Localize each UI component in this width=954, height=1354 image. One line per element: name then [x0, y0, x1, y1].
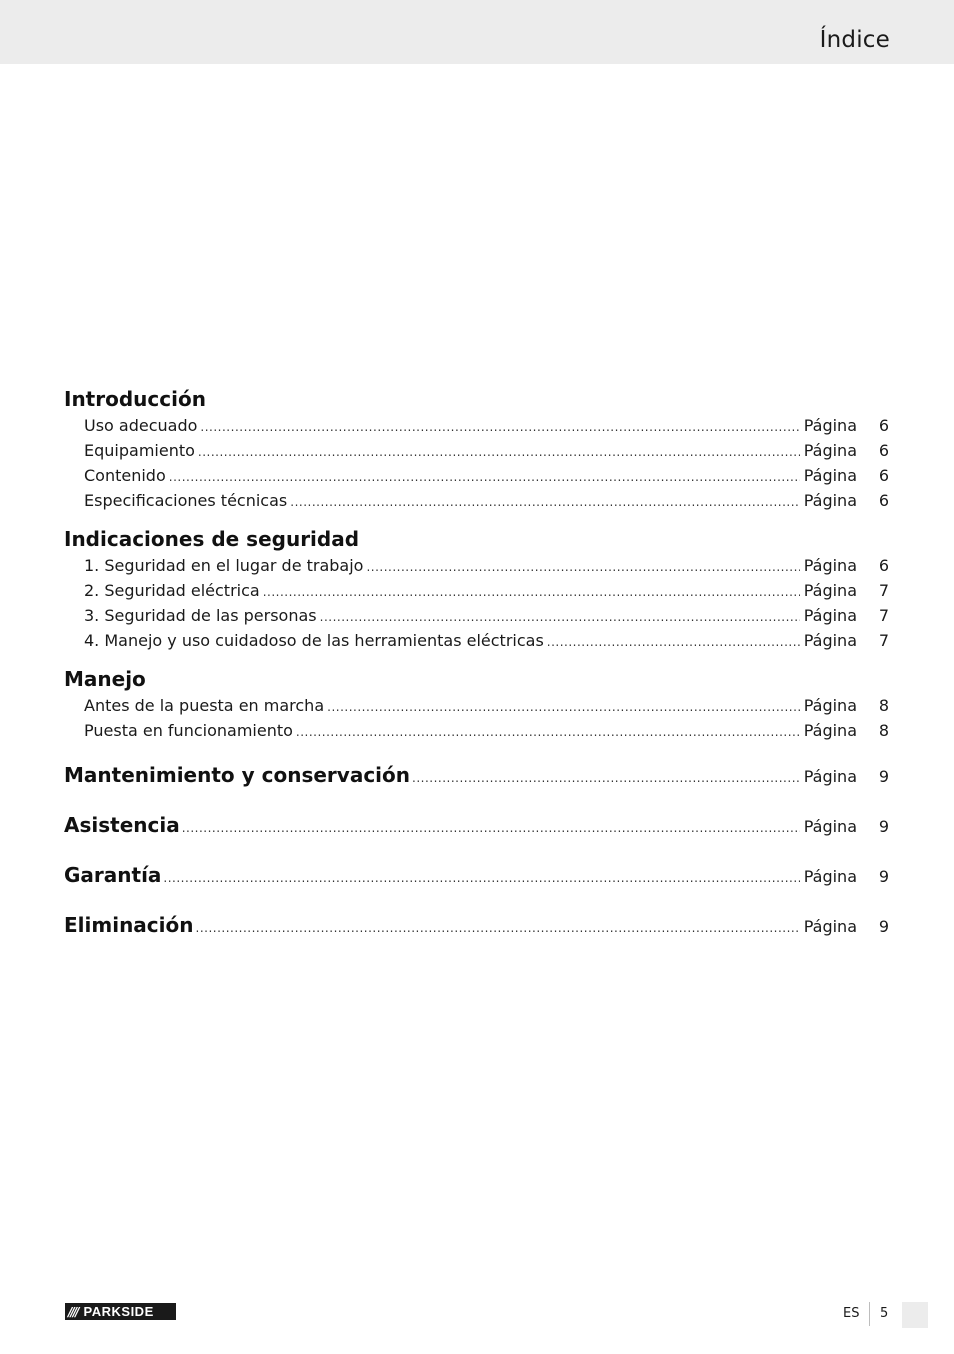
toc-section-introduccion [64, 385, 889, 513]
main-entry-label: Garantía [64, 863, 162, 887]
page-number: 8 [878, 696, 889, 715]
page-number: 6 [878, 416, 889, 435]
entry-label: Puesta en funcionamiento [84, 721, 293, 740]
main-entry-label: Asistencia [64, 813, 180, 837]
dot-leader [412, 758, 800, 798]
toc-main-entry[interactable] [64, 755, 889, 795]
page-word: Página [803, 556, 857, 575]
dot-leader [196, 908, 800, 948]
section-title: Indicaciones de seguridad [64, 527, 360, 551]
dot-leader [290, 490, 799, 515]
dot-leader [327, 695, 800, 720]
page-title: Índice [819, 27, 890, 53]
page-word: Página [803, 581, 857, 600]
page-word: Página [803, 441, 857, 460]
page-number-footer: 5 [880, 1306, 889, 1321]
entry-label: 2. Seguridad eléctrica [84, 581, 260, 600]
main-entry-label: Eliminación [64, 913, 194, 937]
toc-main-entry[interactable] [64, 805, 889, 845]
toc-entry[interactable] [64, 463, 889, 488]
entry-label: 3. Seguridad de las personas [84, 606, 317, 625]
main-entry-label: Mantenimiento y conservación [64, 763, 411, 787]
footer-tab-marker [902, 1302, 928, 1328]
page-word: Página [803, 917, 857, 936]
toc-section-manejo [64, 665, 889, 743]
page-number: 7 [878, 606, 889, 625]
section-title: Manejo [64, 667, 146, 691]
toc-entry[interactable] [64, 718, 889, 743]
page-number: 7 [878, 581, 889, 600]
dot-leader [320, 605, 800, 630]
toc-entry[interactable] [64, 693, 889, 718]
entry-label: Equipamiento [84, 441, 195, 460]
page-word: Página [803, 696, 857, 715]
toc-main-entry[interactable] [64, 855, 889, 895]
toc-entry[interactable] [64, 438, 889, 463]
page-word: Página [803, 416, 857, 435]
toc-entry[interactable] [64, 603, 889, 628]
parkside-logo [65, 1303, 176, 1320]
logo-text: PARKSIDE [83, 1304, 154, 1319]
toc-section-indicaciones-de-seguridad [64, 525, 889, 653]
page-number: 9 [878, 867, 889, 886]
toc-entry[interactable] [64, 628, 889, 653]
entry-label: Especificaciones técnicas [84, 491, 288, 510]
page-number: 8 [878, 721, 889, 740]
page-number: 6 [878, 556, 889, 575]
page-number: 6 [878, 491, 889, 510]
page-number: 7 [878, 631, 889, 650]
page-word: Página [803, 721, 857, 740]
page-number: 9 [878, 767, 889, 786]
page-number: 6 [878, 441, 889, 460]
dot-leader [366, 555, 799, 580]
entry-label: 4. Manejo y uso cuidadoso de las herramientas eléctricas [84, 631, 544, 650]
page-word: Página [803, 767, 857, 786]
dot-leader [182, 808, 800, 848]
table-of-contents [64, 385, 889, 955]
header-band [0, 0, 954, 64]
dot-leader [169, 465, 800, 490]
dot-leader [547, 630, 800, 655]
page-word: Página [803, 466, 857, 485]
language-code: ES [843, 1306, 860, 1321]
page-number: 9 [878, 817, 889, 836]
dot-leader [296, 720, 800, 745]
entry-label: Antes de la puesta en marcha [84, 696, 325, 715]
dot-leader [263, 580, 800, 605]
dot-leader [163, 858, 799, 898]
dot-leader [200, 415, 799, 440]
toc-entry[interactable] [64, 578, 889, 603]
dot-leader [198, 440, 800, 465]
toc-entry[interactable] [64, 488, 889, 513]
logo-slashes: //// [68, 1304, 78, 1319]
toc-entry[interactable] [64, 413, 889, 438]
entry-label: Contenido [84, 466, 166, 485]
entry-label: 1. Seguridad en el lugar de trabajo [84, 556, 364, 575]
page-word: Página [803, 631, 857, 650]
page-number: 6 [878, 466, 889, 485]
page-word: Página [803, 817, 857, 836]
footer-divider [869, 1302, 870, 1326]
page-number: 9 [878, 917, 889, 936]
page-word: Página [803, 867, 857, 886]
toc-entry[interactable] [64, 553, 889, 578]
entry-label: Uso adecuado [84, 416, 198, 435]
section-title: Introducción [64, 387, 206, 411]
page-word: Página [803, 606, 857, 625]
page-word: Página [803, 491, 857, 510]
toc-main-entry[interactable] [64, 905, 889, 945]
